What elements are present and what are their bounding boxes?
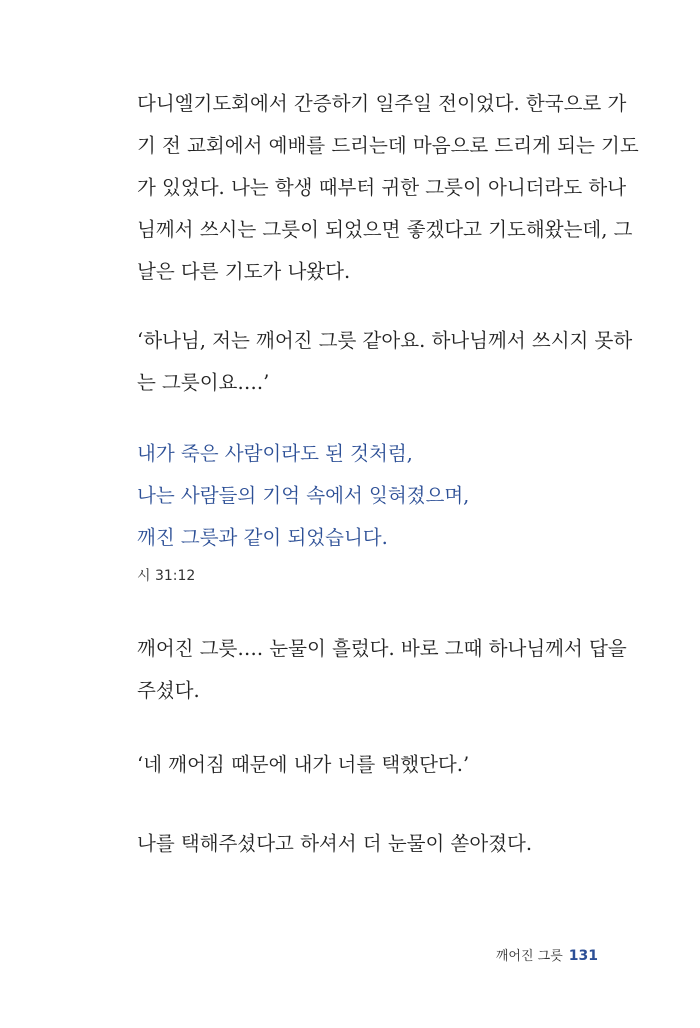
page-footer: [496, 945, 598, 964]
running-title: 깨어진 그릇: [495, 949, 563, 964]
paragraph-line: ‘하나님, 저는 깨어진 그릇 같아요. 하나님께서 쓰시지 못하: [137, 329, 633, 352]
paragraph-line: 나를 택해주셨다고 하셔서 더 눈물이 쏟아졌다.: [137, 832, 533, 855]
scripture-line: 내가 죽은 사람이라도 된 것처럼,: [137, 442, 413, 465]
scripture-line: 나는 사람들의 기억 속에서 잊혀졌으며,: [137, 484, 470, 507]
paragraph-line: 주셨다.: [137, 679, 200, 702]
paragraph-line: 깨어진 그릇…. 눈물이 흘렀다. 바로 그때 하나님께서 답을: [137, 637, 627, 660]
scripture-reference: 시 31:12: [137, 568, 196, 584]
paragraph-line: 는 그릇이요….’: [137, 371, 270, 394]
paragraph-line: 다니엘기도회에서 간증하기 일주일 전이었다. 한국으로 가: [137, 92, 627, 115]
paragraph-line: 님께서 쓰시는 그릇이 되었으면 좋겠다고 기도해왔는데, 그: [137, 218, 633, 241]
scripture-line: 깨진 그릇과 같이 되었습니다.: [137, 526, 388, 549]
paragraph-line: 기 전 교회에서 예배를 드리는데 마음으로 드리게 되는 기도: [137, 134, 639, 157]
paragraph-line: ‘네 깨어짐 때문에 내가 너를 택했단다.’: [137, 753, 470, 776]
paragraph-line: 날은 다른 기도가 나왔다.: [137, 260, 351, 283]
page-number: 131: [568, 948, 598, 964]
paragraph-line: 가 있었다. 나는 학생 때부터 귀한 그릇이 아니더라도 하나: [137, 176, 627, 199]
